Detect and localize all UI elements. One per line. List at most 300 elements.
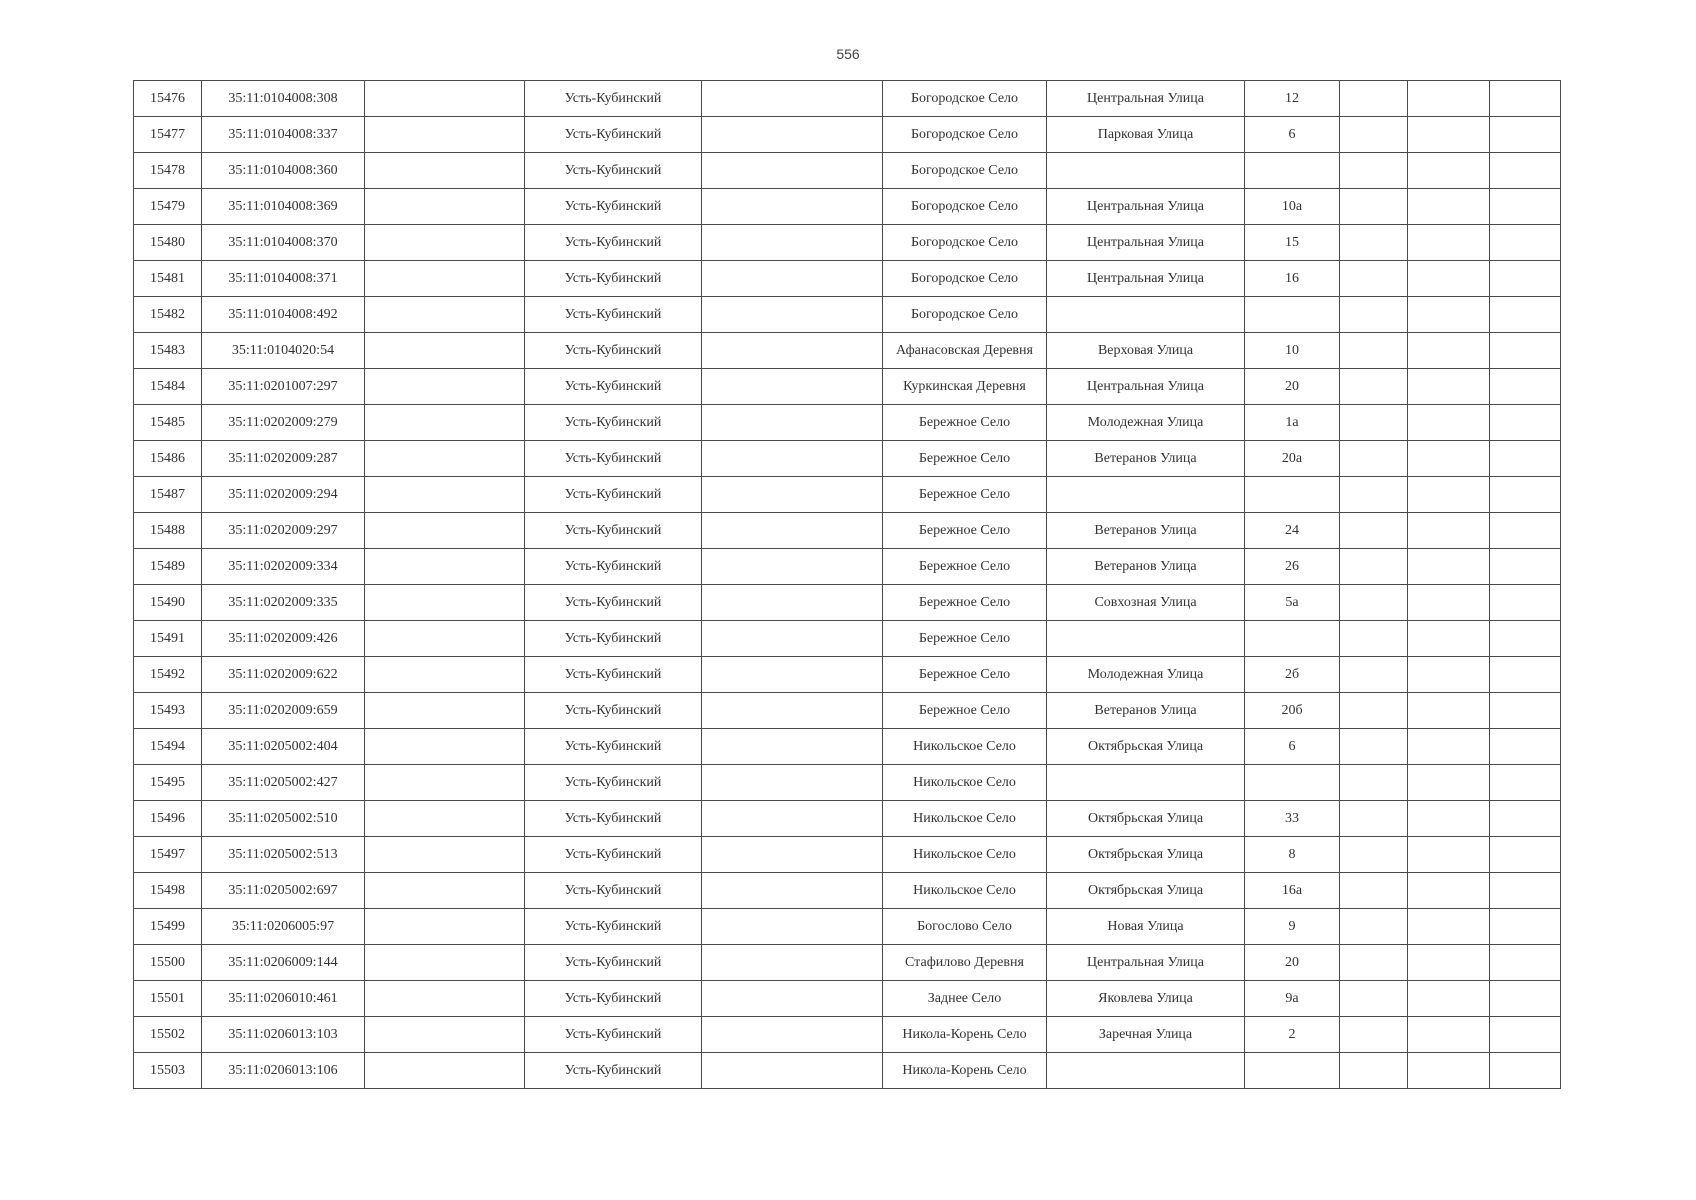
district-cell: Усть-Кубинский (525, 945, 702, 981)
street-cell: Центральная Улица (1047, 261, 1245, 297)
blank-cell (1490, 837, 1561, 873)
blank-cell (1490, 153, 1561, 189)
blank-cell (702, 405, 883, 441)
cadastral-number-cell: 35:11:0104008:370 (202, 225, 365, 261)
cadastral-number-cell: 35:11:0104008:337 (202, 117, 365, 153)
blank-cell (702, 333, 883, 369)
cadastral-number-cell: 35:11:0205002:510 (202, 801, 365, 837)
blank-cell (702, 297, 883, 333)
table-row (134, 657, 1561, 693)
district-cell: Усть-Кубинский (525, 81, 702, 117)
blank-cell (702, 945, 883, 981)
blank-cell (1490, 441, 1561, 477)
row-number-cell: 15482 (134, 297, 202, 333)
blank-cell (1340, 441, 1408, 477)
settlement-cell: Бережное Село (883, 585, 1047, 621)
row-number-cell: 15481 (134, 261, 202, 297)
district-cell: Усть-Кубинский (525, 405, 702, 441)
row-number-cell: 15477 (134, 117, 202, 153)
settlement-cell: Бережное Село (883, 693, 1047, 729)
blank-cell (365, 261, 525, 297)
blank-cell (1340, 1017, 1408, 1053)
district-cell: Усть-Кубинский (525, 117, 702, 153)
blank-cell (1340, 81, 1408, 117)
house-number-cell: 2 (1245, 1017, 1340, 1053)
blank-cell (365, 729, 525, 765)
blank-cell (1408, 117, 1490, 153)
row-number-cell: 15488 (134, 513, 202, 549)
table-row (134, 1017, 1561, 1053)
district-cell: Усть-Кубинский (525, 513, 702, 549)
street-cell (1047, 297, 1245, 333)
blank-cell (1408, 837, 1490, 873)
settlement-cell: Богородское Село (883, 261, 1047, 297)
table-row (134, 837, 1561, 873)
street-cell: Центральная Улица (1047, 81, 1245, 117)
row-number-cell: 15486 (134, 441, 202, 477)
row-number-cell: 15498 (134, 873, 202, 909)
district-cell: Усть-Кубинский (525, 657, 702, 693)
district-cell: Усть-Кубинский (525, 729, 702, 765)
blank-cell (702, 729, 883, 765)
settlement-cell: Никольское Село (883, 765, 1047, 801)
table-row (134, 585, 1561, 621)
table-row (134, 765, 1561, 801)
blank-cell (1340, 837, 1408, 873)
blank-cell (702, 441, 883, 477)
blank-cell (365, 189, 525, 225)
district-cell: Усть-Кубинский (525, 153, 702, 189)
blank-cell (1340, 765, 1408, 801)
house-number-cell: 9а (1245, 981, 1340, 1017)
row-number-cell: 15485 (134, 405, 202, 441)
blank-cell (1340, 945, 1408, 981)
blank-cell (1408, 765, 1490, 801)
settlement-cell: Никольское Село (883, 801, 1047, 837)
blank-cell (365, 945, 525, 981)
table-row (134, 1053, 1561, 1089)
row-number-cell: 15499 (134, 909, 202, 945)
table-row (134, 261, 1561, 297)
blank-cell (1340, 909, 1408, 945)
blank-cell (1490, 765, 1561, 801)
blank-cell (1408, 405, 1490, 441)
blank-cell (1408, 549, 1490, 585)
settlement-cell: Бережное Село (883, 477, 1047, 513)
page-number: 556 (836, 46, 860, 62)
blank-cell (702, 765, 883, 801)
house-number-cell: 24 (1245, 513, 1340, 549)
settlement-cell: Богородское Село (883, 297, 1047, 333)
blank-cell (1490, 261, 1561, 297)
blank-cell (1408, 477, 1490, 513)
settlement-cell: Афанасовская Деревня (883, 333, 1047, 369)
row-number-cell: 15480 (134, 225, 202, 261)
house-number-cell: 15 (1245, 225, 1340, 261)
row-number-cell: 15503 (134, 1053, 202, 1089)
blank-cell (1408, 81, 1490, 117)
row-number-cell: 15478 (134, 153, 202, 189)
blank-cell (1340, 261, 1408, 297)
row-number-cell: 15489 (134, 549, 202, 585)
row-number-cell: 15493 (134, 693, 202, 729)
row-number-cell: 15500 (134, 945, 202, 981)
street-cell: Октябрьская Улица (1047, 801, 1245, 837)
district-cell: Усть-Кубинский (525, 1017, 702, 1053)
table-row (134, 441, 1561, 477)
blank-cell (365, 621, 525, 657)
blank-cell (1408, 657, 1490, 693)
street-cell: Парковая Улица (1047, 117, 1245, 153)
blank-cell (702, 873, 883, 909)
blank-cell (1340, 549, 1408, 585)
street-cell: Новая Улица (1047, 909, 1245, 945)
house-number-cell (1245, 477, 1340, 513)
settlement-cell: Никольское Село (883, 873, 1047, 909)
blank-cell (1490, 1017, 1561, 1053)
blank-cell (702, 189, 883, 225)
house-number-cell: 16а (1245, 873, 1340, 909)
blank-cell (1490, 693, 1561, 729)
cadastral-number-cell: 35:11:0104008:360 (202, 153, 365, 189)
cadastral-number-cell: 35:11:0104008:492 (202, 297, 365, 333)
blank-cell (365, 441, 525, 477)
street-cell: Центральная Улица (1047, 369, 1245, 405)
blank-cell (702, 261, 883, 297)
blank-cell (702, 981, 883, 1017)
blank-cell (1408, 693, 1490, 729)
table-row (134, 981, 1561, 1017)
blank-cell (365, 117, 525, 153)
house-number-cell: 33 (1245, 801, 1340, 837)
blank-cell (1340, 117, 1408, 153)
blank-cell (702, 225, 883, 261)
row-number-cell: 15497 (134, 837, 202, 873)
blank-cell (1490, 621, 1561, 657)
table-row (134, 153, 1561, 189)
blank-cell (702, 153, 883, 189)
blank-cell (1490, 909, 1561, 945)
cadastral-number-cell: 35:11:0202009:335 (202, 585, 365, 621)
house-number-cell: 10 (1245, 333, 1340, 369)
blank-cell (1340, 369, 1408, 405)
blank-cell (702, 657, 883, 693)
cadastral-number-cell: 35:11:0202009:294 (202, 477, 365, 513)
registry-table (133, 80, 1561, 1089)
street-cell: Ветеранов Улица (1047, 513, 1245, 549)
table-row (134, 945, 1561, 981)
house-number-cell: 6 (1245, 117, 1340, 153)
street-cell (1047, 765, 1245, 801)
house-number-cell: 1а (1245, 405, 1340, 441)
blank-cell (1490, 513, 1561, 549)
blank-cell (1408, 333, 1490, 369)
district-cell: Усть-Кубинский (525, 693, 702, 729)
cadastral-number-cell: 35:11:0104020:54 (202, 333, 365, 369)
house-number-cell: 26 (1245, 549, 1340, 585)
street-cell (1047, 621, 1245, 657)
blank-cell (1340, 477, 1408, 513)
district-cell: Усть-Кубинский (525, 189, 702, 225)
house-number-cell: 10а (1245, 189, 1340, 225)
blank-cell (1340, 1053, 1408, 1089)
table-row (134, 693, 1561, 729)
district-cell: Усть-Кубинский (525, 837, 702, 873)
house-number-cell (1245, 621, 1340, 657)
blank-cell (1490, 477, 1561, 513)
blank-cell (702, 909, 883, 945)
district-cell: Усть-Кубинский (525, 261, 702, 297)
district-cell: Усть-Кубинский (525, 981, 702, 1017)
blank-cell (1340, 621, 1408, 657)
blank-cell (702, 549, 883, 585)
blank-cell (1490, 729, 1561, 765)
cadastral-number-cell: 35:11:0206013:103 (202, 1017, 365, 1053)
row-number-cell: 15496 (134, 801, 202, 837)
cadastral-number-cell: 35:11:0202009:426 (202, 621, 365, 657)
street-cell: Заречная Улица (1047, 1017, 1245, 1053)
house-number-cell: 6 (1245, 729, 1340, 765)
table-row (134, 909, 1561, 945)
blank-cell (1408, 981, 1490, 1017)
house-number-cell (1245, 1053, 1340, 1089)
house-number-cell: 5а (1245, 585, 1340, 621)
blank-cell (1408, 945, 1490, 981)
blank-cell (1408, 729, 1490, 765)
blank-cell (365, 801, 525, 837)
blank-cell (1340, 801, 1408, 837)
cadastral-number-cell: 35:11:0202009:659 (202, 693, 365, 729)
street-cell: Молодежная Улица (1047, 657, 1245, 693)
settlement-cell: Богородское Село (883, 117, 1047, 153)
street-cell: Верховая Улица (1047, 333, 1245, 369)
house-number-cell (1245, 153, 1340, 189)
blank-cell (1408, 225, 1490, 261)
street-cell: Центральная Улица (1047, 945, 1245, 981)
blank-cell (1340, 333, 1408, 369)
blank-cell (1490, 657, 1561, 693)
blank-cell (365, 549, 525, 585)
blank-cell (365, 225, 525, 261)
cadastral-number-cell: 35:11:0205002:513 (202, 837, 365, 873)
cadastral-number-cell: 35:11:0202009:334 (202, 549, 365, 585)
street-cell: Ветеранов Улица (1047, 693, 1245, 729)
street-cell: Октябрьская Улица (1047, 837, 1245, 873)
street-cell: Центральная Улица (1047, 225, 1245, 261)
blank-cell (365, 873, 525, 909)
blank-cell (1490, 1053, 1561, 1089)
cadastral-number-cell: 35:11:0201007:297 (202, 369, 365, 405)
blank-cell (365, 405, 525, 441)
blank-cell (1340, 729, 1408, 765)
table-row (134, 477, 1561, 513)
blank-cell (1490, 981, 1561, 1017)
street-cell: Октябрьская Улица (1047, 729, 1245, 765)
cadastral-number-cell: 35:11:0205002:697 (202, 873, 365, 909)
cadastral-number-cell: 35:11:0104008:369 (202, 189, 365, 225)
blank-cell (365, 1017, 525, 1053)
blank-cell (1408, 1053, 1490, 1089)
district-cell: Усть-Кубинский (525, 369, 702, 405)
settlement-cell: Бережное Село (883, 621, 1047, 657)
blank-cell (702, 801, 883, 837)
blank-cell (1340, 225, 1408, 261)
district-cell: Усть-Кубинский (525, 477, 702, 513)
blank-cell (365, 909, 525, 945)
blank-cell (365, 333, 525, 369)
blank-cell (1408, 441, 1490, 477)
blank-cell (1490, 81, 1561, 117)
cadastral-number-cell: 35:11:0206013:106 (202, 1053, 365, 1089)
blank-cell (1490, 117, 1561, 153)
settlement-cell: Бережное Село (883, 549, 1047, 585)
blank-cell (1340, 657, 1408, 693)
row-number-cell: 15492 (134, 657, 202, 693)
district-cell: Усть-Кубинский (525, 225, 702, 261)
cadastral-number-cell: 35:11:0206005:97 (202, 909, 365, 945)
house-number-cell: 16 (1245, 261, 1340, 297)
row-number-cell: 15495 (134, 765, 202, 801)
blank-cell (1490, 333, 1561, 369)
blank-cell (1340, 405, 1408, 441)
blank-cell (1408, 621, 1490, 657)
blank-cell (702, 1053, 883, 1089)
blank-cell (1408, 873, 1490, 909)
district-cell: Усть-Кубинский (525, 909, 702, 945)
settlement-cell: Бережное Село (883, 657, 1047, 693)
district-cell: Усть-Кубинский (525, 621, 702, 657)
blank-cell (365, 981, 525, 1017)
settlement-cell: Бережное Село (883, 405, 1047, 441)
blank-cell (702, 1017, 883, 1053)
blank-cell (702, 369, 883, 405)
blank-cell (1490, 945, 1561, 981)
blank-cell (1490, 405, 1561, 441)
blank-cell (1490, 369, 1561, 405)
blank-cell (1340, 297, 1408, 333)
blank-cell (702, 81, 883, 117)
settlement-cell: Никольское Село (883, 837, 1047, 873)
street-cell: Центральная Улица (1047, 189, 1245, 225)
row-number-cell: 15501 (134, 981, 202, 1017)
registry-table-body (134, 81, 1561, 1089)
table-row (134, 189, 1561, 225)
street-cell: Яковлева Улица (1047, 981, 1245, 1017)
blank-cell (1408, 1017, 1490, 1053)
house-number-cell (1245, 765, 1340, 801)
blank-cell (1490, 225, 1561, 261)
blank-cell (1408, 585, 1490, 621)
row-number-cell: 15502 (134, 1017, 202, 1053)
row-number-cell: 15484 (134, 369, 202, 405)
settlement-cell: Никола-Корень Село (883, 1053, 1047, 1089)
settlement-cell: Бережное Село (883, 513, 1047, 549)
blank-cell (1408, 801, 1490, 837)
table-row (134, 297, 1561, 333)
settlement-cell: Богослово Село (883, 909, 1047, 945)
blank-cell (1408, 909, 1490, 945)
street-cell: Ветеранов Улица (1047, 441, 1245, 477)
blank-cell (1340, 873, 1408, 909)
table-row (134, 729, 1561, 765)
settlement-cell: Заднее Село (883, 981, 1047, 1017)
blank-cell (365, 657, 525, 693)
row-number-cell: 15494 (134, 729, 202, 765)
blank-cell (1408, 153, 1490, 189)
street-cell: Молодежная Улица (1047, 405, 1245, 441)
settlement-cell: Бережное Село (883, 441, 1047, 477)
settlement-cell: Богородское Село (883, 81, 1047, 117)
street-cell (1047, 477, 1245, 513)
blank-cell (1408, 297, 1490, 333)
cadastral-number-cell: 35:11:0206010:461 (202, 981, 365, 1017)
blank-cell (702, 837, 883, 873)
cadastral-number-cell: 35:11:0205002:427 (202, 765, 365, 801)
district-cell: Усть-Кубинский (525, 765, 702, 801)
blank-cell (702, 693, 883, 729)
blank-cell (1490, 549, 1561, 585)
table-row (134, 549, 1561, 585)
blank-cell (1490, 189, 1561, 225)
settlement-cell: Никольское Село (883, 729, 1047, 765)
blank-cell (1340, 585, 1408, 621)
house-number-cell: 9 (1245, 909, 1340, 945)
blank-cell (365, 693, 525, 729)
blank-cell (1340, 513, 1408, 549)
table-row (134, 369, 1561, 405)
settlement-cell: Богородское Село (883, 153, 1047, 189)
table-row (134, 513, 1561, 549)
settlement-cell: Куркинская Деревня (883, 369, 1047, 405)
house-number-cell: 20б (1245, 693, 1340, 729)
table-row (134, 801, 1561, 837)
street-cell (1047, 153, 1245, 189)
house-number-cell: 12 (1245, 81, 1340, 117)
blank-cell (1340, 981, 1408, 1017)
blank-cell (702, 513, 883, 549)
blank-cell (702, 117, 883, 153)
blank-cell (1490, 585, 1561, 621)
house-number-cell: 20 (1245, 945, 1340, 981)
settlement-cell: Богородское Село (883, 189, 1047, 225)
blank-cell (702, 477, 883, 513)
blank-cell (365, 1053, 525, 1089)
district-cell: Усть-Кубинский (525, 1053, 702, 1089)
blank-cell (365, 585, 525, 621)
house-number-cell: 20а (1245, 441, 1340, 477)
street-cell (1047, 1053, 1245, 1089)
settlement-cell: Богородское Село (883, 225, 1047, 261)
district-cell: Усть-Кубинский (525, 441, 702, 477)
table-row (134, 621, 1561, 657)
blank-cell (365, 765, 525, 801)
street-cell: Октябрьская Улица (1047, 873, 1245, 909)
blank-cell (365, 297, 525, 333)
blank-cell (1408, 261, 1490, 297)
row-number-cell: 15476 (134, 81, 202, 117)
table-row (134, 333, 1561, 369)
district-cell: Усть-Кубинский (525, 585, 702, 621)
settlement-cell: Никола-Корень Село (883, 1017, 1047, 1053)
blank-cell (1408, 369, 1490, 405)
row-number-cell: 15483 (134, 333, 202, 369)
cadastral-number-cell: 35:11:0202009:279 (202, 405, 365, 441)
blank-cell (365, 153, 525, 189)
blank-cell (365, 477, 525, 513)
blank-cell (1408, 513, 1490, 549)
district-cell: Усть-Кубинский (525, 297, 702, 333)
blank-cell (702, 621, 883, 657)
